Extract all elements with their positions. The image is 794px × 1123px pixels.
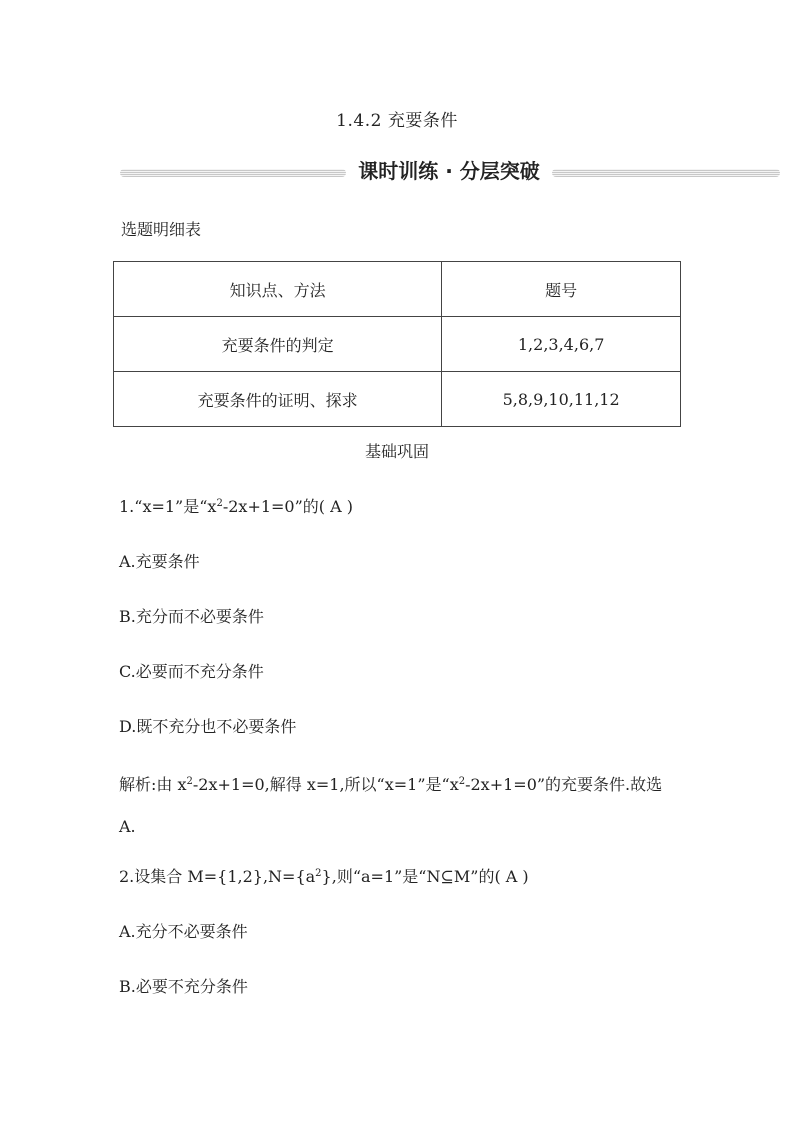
table-cell: 充要条件的判定 xyxy=(114,317,442,372)
table-header-row xyxy=(114,262,681,317)
section-label: 选题明细表 xyxy=(121,220,202,239)
superscript: 2 xyxy=(458,776,466,787)
superscript: 2 xyxy=(216,498,223,509)
banner-text: 课时训练 · 分层突破 xyxy=(358,159,540,183)
table-row xyxy=(114,372,681,427)
table-cell: 1,2,3,4,6,7 xyxy=(442,317,681,372)
question-1-option-a: A.充要条件 xyxy=(119,552,200,571)
banner-stripe-right xyxy=(552,169,780,177)
section-banner xyxy=(120,154,780,188)
banner-stripe-left xyxy=(120,169,346,177)
analysis-text: -2x+1=0”的充要条件.故选 A. xyxy=(119,775,663,836)
question-1-option-d: D.既不充分也不必要条件 xyxy=(119,717,297,736)
superscript: 2 xyxy=(186,776,193,787)
question-1-stem xyxy=(119,494,353,517)
subsection-heading: 基础巩固 xyxy=(364,442,429,461)
table-cell: 充要条件的证明、探求 xyxy=(114,372,442,427)
question-2-option-a: A.充分不必要条件 xyxy=(119,922,248,941)
analysis-text: 解析:由 x xyxy=(119,775,187,794)
question-2-option-b: B.必要不充分条件 xyxy=(119,977,248,996)
page-title: 1.4.2 充要条件 xyxy=(336,111,458,131)
stem-text: 2.设集合 M={1,2},N={a xyxy=(119,867,316,886)
analysis-text: -2x+1=0,解得 x=1,所以“x=1”是“x xyxy=(192,775,459,794)
question-1-analysis xyxy=(119,764,679,848)
question-2-stem xyxy=(119,864,529,887)
table-header-cell: 知识点、方法 xyxy=(114,262,442,317)
stem-text: 1.“x=1”是“x xyxy=(119,497,217,516)
stem-text: },则“a=1”是“N⊆M”的( A ) xyxy=(321,867,529,886)
table-header-cell: 题号 xyxy=(442,262,681,317)
question-1-option-b: B.充分而不必要条件 xyxy=(119,607,264,626)
table-cell: 5,8,9,10,11,12 xyxy=(442,372,681,427)
topic-detail-table xyxy=(113,261,681,427)
question-1-option-c: C.必要而不充分条件 xyxy=(119,662,264,681)
superscript: 2 xyxy=(315,868,322,879)
stem-text: -2x+1=0”的( A ) xyxy=(222,497,354,516)
table-row xyxy=(114,317,681,372)
